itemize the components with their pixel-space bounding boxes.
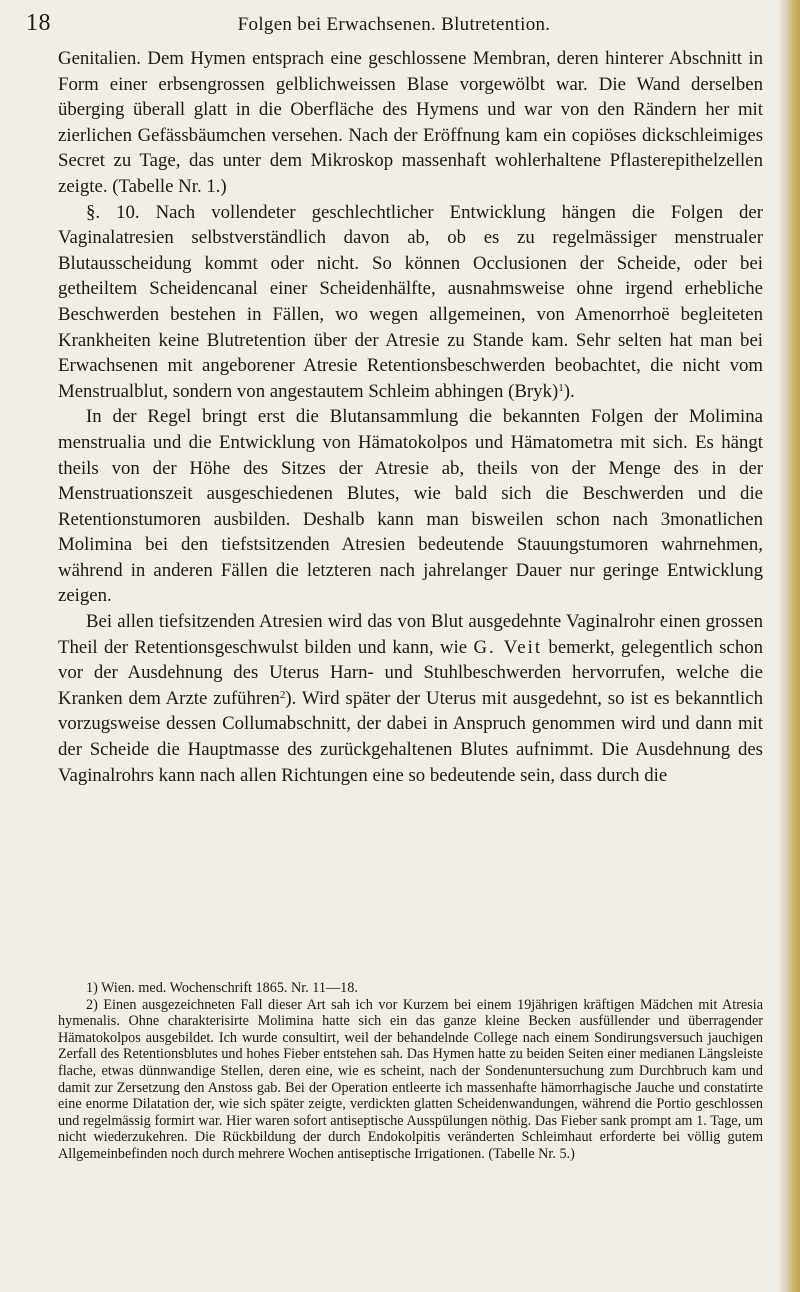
running-title: Folgen bei Erwachsenen. Blutretention. [237,14,551,35]
main-text [58,46,763,788]
paragraph-text: bemerkt, gelegentlich schon vor der Ausdehnung des Uterus Harn- und Stuhlbeschwerden hervorrufen, welche die Kranken dem Arzte zuführen [58,636,763,709]
paragraph-text: ). Wird später der Uterus mit ausgedehnt, so ist es bekanntlich vorzugsweise dessen Collumabschnitt, der dabei in Anspruch genommen wird und dann mit der Scheide die Hauptmasse des zurückgehaltenen Blutes aufnimmt. Die Ausdehnung des Vaginalrohrs kann nach allen Richtungen eine so bedeutende sein, dass durch die [58,687,763,786]
paragraph-text: §. 10. Nach vollendeter geschlechtlicher Entwicklung hängen die Folgen der Vaginalatresien selbstverständlich davon ab, ob es zu regelmässiger menstrualer Blutausscheidung kommt oder nicht. So können Occlusionen der Scheide, oder bei getheiltem Scheidencanal einer Scheidenhälfte, ausnahmsweise ohne irgend erhebliche Beschwerden bestehen in Fällen, wo wegen allgemeinen, von Amenorrhoë begleiteten Krankheiten keine Blutretention über der Atresie zu Stande kam. Sehr selten hat man bei Erwachsenen mit angeborener Atresie Retentionsbeschwerden beobachtet, die nicht vom Menstrualblut, sondern von angestautem Schleim abhingen (Bryk) [58,201,763,402]
footnote-ref: 1 [558,381,564,394]
paragraph: Genitalien. Dem Hymen entsprach eine geschlossene Membran, deren hinterer Abschnitt in Form einer erbsengrossen gelblichweissen Blase vorgewölbt war. Die Wand derselben überging überall glatt in die Oberfläche des Hymens und war von den Rändern her mit zierlichen Gefässbäumchen versehen. Nach der Eröffnung kam ein copiöses dickschleimiges Secret zu Tage, das unter dem Mikroskop massenhaft wohlerhaltene Pflasterepithelzellen zeigte. (Tabelle Nr. 1.) [58,48,763,197]
footnote-ref: 2 [279,688,286,701]
paragraph-text: ). [563,380,575,402]
footnote-1: 1) Wien. med. Wochenschrift 1865. Nr. 11—18. [86,980,358,996]
footnote-2: 2) Einen ausgezeichneten Fall dieser Art sah ich vor Kurzem bei einem 19jährigen kräftigen Mädchen mit Atresia hymenalis. Ohne charakterisirte Molimina hatte sich ein das ganze kleine Becken ausfüllender und überragender Hämatokolpos ausgebildet. Ich wurde consultirt, weil der behandelnde College nach einem Sondirungsversuch jauchigen Zerfall des Retentionsblutes und hohes Fieber entstehen sah. Das Hymen hatte zu beiden Seiten einer medianen Längsleiste flache, etwas dünnwandige Stellen, deren eine, wie es scheint, nach der Sondenuntersuchung zum Durchbruch kam und damit zur Zersetzung den Anstoss gab. Bei der Operation entleerte ich massenhafte hämorrhagische Jauche und constatirte eine enorme Dilatation der, wie sich später zeigte, verdickten glatten Scheidenwandungen, während die Portio geschlossen und regelmässig formirt war. Hier waren sofort antiseptische Ausspülungen nöthig. Das Fieber sank prompt am 1. Tage, um nicht wiederzukehren. Die Rückbildung der durch Endokolpitis veränderten Schleimhaut erforderte bei völlig gutem Allgemeinbefinden noch durch mehrere Wochen antiseptische Irrigationen. (Tabelle Nr. 5.) [58,996,763,1162]
paragraph-text: Bei allen tiefsitzenden Atresien wird das von Blut ausgedehnte Vaginalrohr einen grossen Theil der Retentionsgeschwulst bilden und kann, wie [58,611,763,658]
author-name: G. Veit [473,636,543,658]
running-head [24,6,764,42]
paragraph-section-10 [58,200,763,405]
page-number: 18 [26,10,51,36]
paragraph [58,609,763,788]
paragraph: In der Regel bringt erst die Blutansammlung die bekannten Folgen der Molimina menstrualia und die Entwicklung von Hämatokolpos und Hämatometra mit sich. Es hängt theils von der Höhe des Sitzes der Atresie ab, theils von der Menge des in der Menstruationszeit ausgeschiedenen Blutes, wie bald sich die Beschwerden und die Retentionstumoren ausbilden. Deshalb kann man bisweilen schon nach 3monatlichen Molimina bei den tiefstsitzenden Atresien bedeutende Stauungstumoren wahrnehmen, während in anderen Fällen die letzteren nach jahrelanger Dauer nur geringe Entwicklung zeigen. [58,406,763,607]
page-edge-shadow [778,0,800,1292]
footnotes [58,980,763,1163]
